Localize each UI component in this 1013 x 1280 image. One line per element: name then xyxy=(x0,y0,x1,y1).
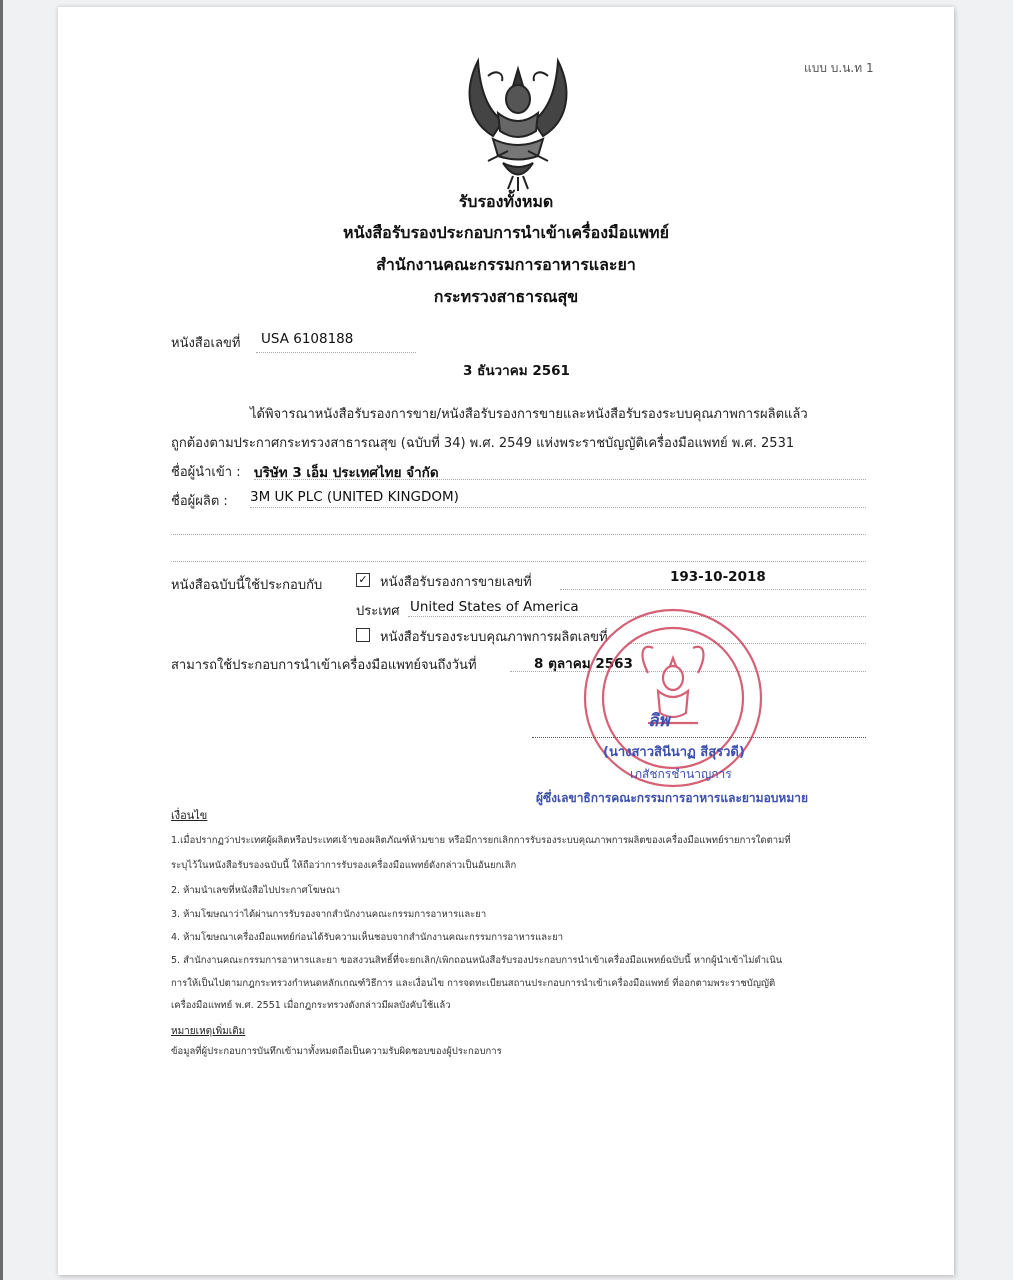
condition-line: เครื่องมือแพทย์ พ.ศ. 2551 เมื่อกฎกระทรวงดังกล่าวมีผลบังคับใช้แล้ว xyxy=(171,1000,451,1011)
certificate-number-value: USA 6108188 xyxy=(261,331,354,347)
condition-line: การให้เป็นไปตามกฎกระทรวงกำหนดหลักเกณฑ์วิธีการ และเงื่อนไข การจดทะเบียนสถานประกอบการนำเข้าเครื่องมือแพทย์ ที่ออกตามพระราชบัญญัติ xyxy=(171,978,776,989)
issue-date: 3 ธันวาคม 2561 xyxy=(463,363,570,379)
condition-line: 1.เมื่อปรากฏว่าประเทศผู้ผลิตหรือประเทศเจ้าของผลิตภัณฑ์ห้ามขาย หรือมีการยกเลิกการรับรองระบบคุณภาพการผลิตของเครื่องมือแพทย์รายการใดตามที่ xyxy=(171,835,791,846)
signature-line xyxy=(532,737,866,738)
condition-line: 2. ห้ามนำเลขที่หนังสือไปประกาศโฆษณา xyxy=(171,885,341,896)
heading-line-3: สำนักงานคณะกรรมการอาหารและยา xyxy=(376,255,636,274)
signatory-role: ผู้ซึ่งเลขาธิการคณะกรรมการอาหารและยามอบหมาย xyxy=(536,791,808,805)
conditions-heading: เงื่อนไข xyxy=(171,809,208,822)
manufacturer-underline xyxy=(250,507,866,508)
viewer-left-edge xyxy=(0,0,3,1280)
importer-value: บริษัท 3 เอ็ม ประเทศไทย จำกัด xyxy=(254,465,439,481)
form-code: แบบ บ.น.ท 1 xyxy=(804,61,874,75)
valid-until-label: สามารถใช้ประกอบการนำเข้าเครื่องมือแพทย์จนถึงวันที่ xyxy=(171,658,477,673)
manufacturer-label: ชื่อผู้ผลิต : xyxy=(171,494,228,509)
document-page xyxy=(58,7,954,1275)
importer-underline xyxy=(254,479,866,480)
valid-until-value: 8 ตุลาคม 2563 xyxy=(534,656,633,672)
manufacturer-value: 3M UK PLC (UNITED KINGDOM) xyxy=(250,489,459,505)
remarks-heading: หมายเหตุเพิ่มเติม xyxy=(171,1026,246,1037)
heading-line-4: กระทรวงสาธารณสุข xyxy=(433,287,579,306)
remarks-text: ข้อมูลที่ผู้ประกอบการบันทึกเข้ามาทั้งหมดถือเป็นความรับผิดชอบของผู้ประกอบการ xyxy=(171,1046,502,1057)
country-label: ประเทศ xyxy=(356,604,400,619)
certificate-number-label: หนังสือเลขที่ xyxy=(171,336,241,351)
condition-line: 3. ห้ามโฆษณาว่าได้ผ่านการรับรองจากสำนักงานคณะกรรมการอาหารและยา xyxy=(171,909,487,920)
blank-line-1 xyxy=(171,534,866,535)
body-line-1: ได้พิจารณาหนังสือรับรองการขาย/หนังสือรับรองการขายและหนังสือรับรองระบบคุณภาพการผลิตแล้ว xyxy=(250,407,808,422)
heading-line-2: หนังสือรับรองประกอบการนำเข้าเครื่องมือแพทย์ xyxy=(343,223,669,242)
signatory-position: เภสัชกรชำนาญการ xyxy=(630,767,732,781)
body-line-2: ถูกต้องตามประกาศกระทรวงสาธารณสุข (ฉบับที่ 34) พ.ศ. 2549 แห่งพระราชบัญญัติเครื่องมือแพทย์ พ.ศ. 2531 xyxy=(171,436,795,451)
quality-system-checkbox[interactable] xyxy=(356,628,370,642)
free-sale-checkbox[interactable]: ✓ xyxy=(356,573,370,587)
free-sale-number: 193-10-2018 xyxy=(670,569,766,585)
country-value: United States of America xyxy=(410,599,579,615)
condition-line: 4. ห้ามโฆษณาเครื่องมือแพทย์ก่อนได้รับความเห็นชอบจากสำนักงานคณะกรรมการอาหารและยา xyxy=(171,932,564,943)
certificate-number-underline xyxy=(256,352,416,353)
condition-line: 5. สำนักงานคณะกรรมการอาหารและยา ขอสงวนสิทธิ์ที่จะยกเลิก/เพิกถอนหนังสือรับรองประกอบการนำเข้าเครื่องมือแพทย์ฉบับนี้ หากผู้นำเข้าไม่ดำเนิน xyxy=(171,955,783,966)
free-sale-label: หนังสือรับรองการขายเลขที่ xyxy=(380,575,532,590)
importer-label: ชื่อผู้นำเข้า : xyxy=(171,465,241,480)
condition-line: ระบุไว้ในหนังสือรับรองฉบับนี้ ให้ถือว่าการรับรองเครื่องมือแพทย์ดังกล่าวเป็นอันยกเลิก xyxy=(171,860,517,871)
signature-mark: ลิพ xyxy=(648,711,670,731)
heading-line-1: รับรองทั้งหมด xyxy=(458,192,554,211)
used-with-label: หนังสือฉบับนี้ใช้ประกอบกับ xyxy=(171,578,323,593)
quality-system-label: หนังสือรับรองระบบคุณภาพการผลิตเลขที่ xyxy=(380,630,608,645)
blank-line-2 xyxy=(171,561,866,562)
signatory-name: (นางสาวสินีนาฏ สีสุรวดี) xyxy=(603,745,745,760)
free-sale-underline xyxy=(560,589,866,590)
garuda-emblem-icon xyxy=(458,51,578,191)
